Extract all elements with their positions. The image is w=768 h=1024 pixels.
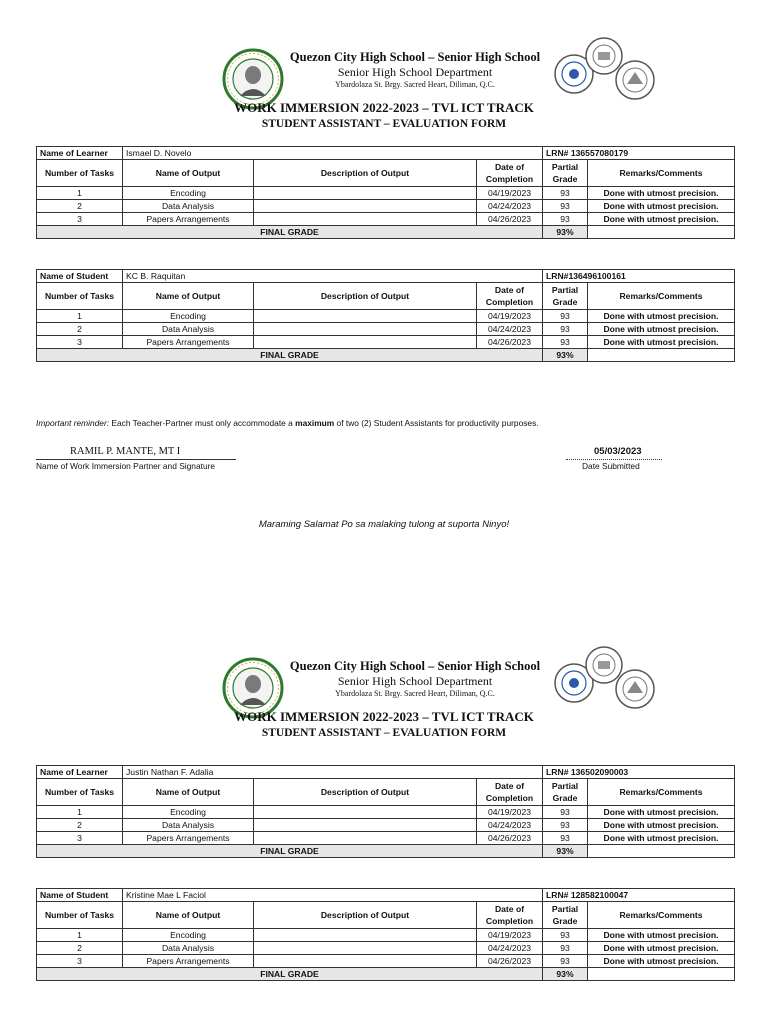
output-name: Encoding	[123, 806, 254, 819]
final-grade-remarks	[588, 968, 735, 981]
remarks: Done with utmost precision.	[588, 819, 735, 832]
evaluation-table	[36, 146, 735, 239]
department: Senior High School Department	[337, 674, 493, 688]
final-grade-row	[37, 226, 735, 239]
table-row	[37, 213, 735, 226]
completion-date: 04/24/2023	[477, 819, 543, 832]
final-grade-row	[37, 349, 735, 362]
reminder-label: Important reminder:	[36, 418, 110, 428]
name-label: Name of Learner	[37, 766, 123, 779]
header-date-completion: Date of Completion	[477, 283, 543, 310]
partial-grade: 93	[543, 819, 588, 832]
date-submitted: 05/03/2023	[594, 446, 642, 457]
header-description: Description of Output	[254, 902, 477, 929]
table-row	[37, 942, 735, 955]
final-grade-remarks	[588, 349, 735, 362]
header-number-of-tasks: Number of Tasks	[37, 779, 123, 806]
final-grade-row	[37, 845, 735, 858]
table-row	[37, 200, 735, 213]
remarks: Done with utmost precision.	[588, 832, 735, 845]
task-number: 3	[37, 832, 123, 845]
table-row	[37, 336, 735, 349]
header-name-of-output: Name of Output	[123, 160, 254, 187]
output-name: Papers Arrangements	[123, 955, 254, 968]
task-number: 1	[37, 806, 123, 819]
partial-grade: 93	[543, 200, 588, 213]
output-name: Papers Arrangements	[123, 336, 254, 349]
header-name-of-output: Name of Output	[123, 779, 254, 806]
name-label: Name of Student	[37, 889, 123, 902]
task-number: 3	[37, 336, 123, 349]
remarks: Done with utmost precision.	[588, 187, 735, 200]
output-description	[254, 942, 477, 955]
name-label: Name of Learner	[37, 147, 123, 160]
learner-name: Kristine Mae L Faciol	[123, 889, 543, 902]
page-header	[0, 48, 768, 158]
table-row	[37, 323, 735, 336]
table-row	[37, 929, 735, 942]
form-title: WORK IMMERSION 2022-2023 – TVL ICT TRACK	[234, 100, 534, 115]
partner-name: RAMIL P. MANTE, MT I	[70, 446, 181, 457]
header-remarks: Remarks/Comments	[588, 160, 735, 187]
learner-name: Justin Nathan F. Adalia	[123, 766, 543, 779]
completion-date: 04/24/2023	[477, 323, 543, 336]
output-description	[254, 200, 477, 213]
output-name: Data Analysis	[123, 323, 254, 336]
name-label: Name of Student	[37, 270, 123, 283]
output-description	[254, 323, 477, 336]
task-number: 2	[37, 819, 123, 832]
final-grade-label: FINAL GRADE	[37, 845, 543, 858]
partial-grade: 93	[543, 323, 588, 336]
important-reminder	[36, 418, 539, 428]
school-name: Quezon City High School – Senior High School	[289, 659, 541, 673]
school-info	[285, 50, 545, 90]
partial-grade: 93	[543, 942, 588, 955]
remarks: Done with utmost precision.	[588, 806, 735, 819]
output-description	[254, 213, 477, 226]
completion-date: 04/26/2023	[477, 832, 543, 845]
task-number: 3	[37, 213, 123, 226]
header-description: Description of Output	[254, 160, 477, 187]
completion-date: 04/24/2023	[477, 200, 543, 213]
output-description	[254, 819, 477, 832]
final-grade-remarks	[588, 226, 735, 239]
final-grade-row	[37, 968, 735, 981]
address: Ybardolaza St. Brgy. Sacred Heart, Diliman, Q.C.	[335, 689, 495, 698]
date-line	[566, 459, 662, 460]
header-date-completion: Date of Completion	[477, 779, 543, 806]
partial-grade: 93	[543, 832, 588, 845]
evaluation-page-2	[0, 657, 768, 1017]
task-number: 2	[37, 942, 123, 955]
school-info	[285, 659, 545, 699]
partner-seals-logo	[546, 34, 666, 104]
thank-you-note: Maraming Salamat Po sa malaking tulong at suporta Ninyo!	[258, 519, 510, 530]
remarks: Done with utmost precision.	[588, 200, 735, 213]
table-row	[37, 832, 735, 845]
partial-grade: 93	[543, 955, 588, 968]
page-header	[0, 657, 768, 767]
header-number-of-tasks: Number of Tasks	[37, 902, 123, 929]
output-description	[254, 929, 477, 942]
partial-grade: 93	[543, 310, 588, 323]
final-grade-label: FINAL GRADE	[37, 349, 543, 362]
final-grade-value: 93%	[543, 349, 588, 362]
output-name: Papers Arrangements	[123, 832, 254, 845]
remarks: Done with utmost precision.	[588, 323, 735, 336]
partial-grade: 93	[543, 929, 588, 942]
lrn: LRN# 136557080179	[543, 147, 735, 160]
header-description: Description of Output	[254, 779, 477, 806]
final-grade-value: 93%	[543, 845, 588, 858]
completion-date: 04/26/2023	[477, 213, 543, 226]
remarks: Done with utmost precision.	[588, 336, 735, 349]
remarks: Done with utmost precision.	[588, 929, 735, 942]
output-name: Encoding	[123, 929, 254, 942]
remarks: Done with utmost precision.	[588, 955, 735, 968]
evaluation-table	[36, 888, 735, 981]
school-name: Quezon City High School – Senior High School	[289, 50, 541, 64]
final-grade-label: FINAL GRADE	[37, 968, 543, 981]
partner-seals-logo	[546, 643, 666, 713]
header-date-completion: Date of Completion	[477, 160, 543, 187]
header-remarks: Remarks/Comments	[588, 283, 735, 310]
address: Ybardolaza St. Brgy. Sacred Heart, Diliman, Q.C.	[335, 80, 495, 89]
partial-grade: 93	[543, 187, 588, 200]
output-name: Papers Arrangements	[123, 213, 254, 226]
table-row	[37, 819, 735, 832]
completion-date: 04/19/2023	[477, 806, 543, 819]
form-subtitle: STUDENT ASSISTANT – EVALUATION FORM	[261, 727, 507, 739]
output-name: Data Analysis	[123, 200, 254, 213]
header-remarks: Remarks/Comments	[588, 779, 735, 806]
header-partial-grade: Partial Grade	[543, 779, 588, 806]
header-number-of-tasks: Number of Tasks	[37, 283, 123, 310]
task-number: 1	[37, 929, 123, 942]
learner-name: Ismael D. Novelo	[123, 147, 543, 160]
header-remarks: Remarks/Comments	[588, 902, 735, 929]
output-name: Data Analysis	[123, 819, 254, 832]
table-row	[37, 955, 735, 968]
completion-date: 04/19/2023	[477, 929, 543, 942]
partial-grade: 93	[543, 213, 588, 226]
header-partial-grade: Partial Grade	[543, 902, 588, 929]
evaluation-table	[36, 765, 735, 858]
output-name: Data Analysis	[123, 942, 254, 955]
remarks: Done with utmost precision.	[588, 310, 735, 323]
final-grade-label: FINAL GRADE	[37, 226, 543, 239]
lrn: LRN#136496100161	[543, 270, 735, 283]
evaluation-table	[36, 269, 735, 362]
table-row	[37, 187, 735, 200]
learner-name: KC B. Raquitan	[123, 270, 543, 283]
lrn: LRN# 128582100047	[543, 889, 735, 902]
evaluation-page-1	[0, 48, 768, 548]
partner-label: Name of Work Immersion Partner and Signature	[36, 461, 216, 471]
output-name: Encoding	[123, 310, 254, 323]
completion-date: 04/19/2023	[477, 310, 543, 323]
partial-grade: 93	[543, 336, 588, 349]
form-subtitle: STUDENT ASSISTANT – EVALUATION FORM	[261, 118, 507, 130]
header-name-of-output: Name of Output	[123, 283, 254, 310]
task-number: 3	[37, 955, 123, 968]
reminder-text-post: of two (2) Student Assistants for productivity purposes.	[334, 418, 539, 428]
department: Senior High School Department	[337, 65, 493, 79]
lrn: LRN# 136502090003	[543, 766, 735, 779]
output-description	[254, 832, 477, 845]
output-description	[254, 336, 477, 349]
signature-line	[36, 459, 236, 460]
table-row	[37, 806, 735, 819]
remarks: Done with utmost precision.	[588, 213, 735, 226]
header-description: Description of Output	[254, 283, 477, 310]
date-label: Date Submitted	[582, 461, 640, 471]
header-partial-grade: Partial Grade	[543, 160, 588, 187]
output-description	[254, 310, 477, 323]
header-name-of-output: Name of Output	[123, 902, 254, 929]
task-number: 2	[37, 323, 123, 336]
completion-date: 04/26/2023	[477, 955, 543, 968]
header-number-of-tasks: Number of Tasks	[37, 160, 123, 187]
task-number: 2	[37, 200, 123, 213]
final-grade-value: 93%	[543, 968, 588, 981]
final-grade-value: 93%	[543, 226, 588, 239]
header-partial-grade: Partial Grade	[543, 283, 588, 310]
completion-date: 04/19/2023	[477, 187, 543, 200]
output-description	[254, 806, 477, 819]
completion-date: 04/24/2023	[477, 942, 543, 955]
form-title: WORK IMMERSION 2022-2023 – TVL ICT TRACK	[234, 709, 534, 724]
output-name: Encoding	[123, 187, 254, 200]
table-row	[37, 310, 735, 323]
task-number: 1	[37, 187, 123, 200]
task-number: 1	[37, 310, 123, 323]
reminder-text-pre: Each Teacher-Partner must only accommodate a	[109, 418, 296, 428]
completion-date: 04/26/2023	[477, 336, 543, 349]
partial-grade: 93	[543, 806, 588, 819]
remarks: Done with utmost precision.	[588, 942, 735, 955]
reminder-text-bold: maximum	[295, 418, 335, 428]
output-description	[254, 955, 477, 968]
final-grade-remarks	[588, 845, 735, 858]
output-description	[254, 187, 477, 200]
header-date-completion: Date of Completion	[477, 902, 543, 929]
